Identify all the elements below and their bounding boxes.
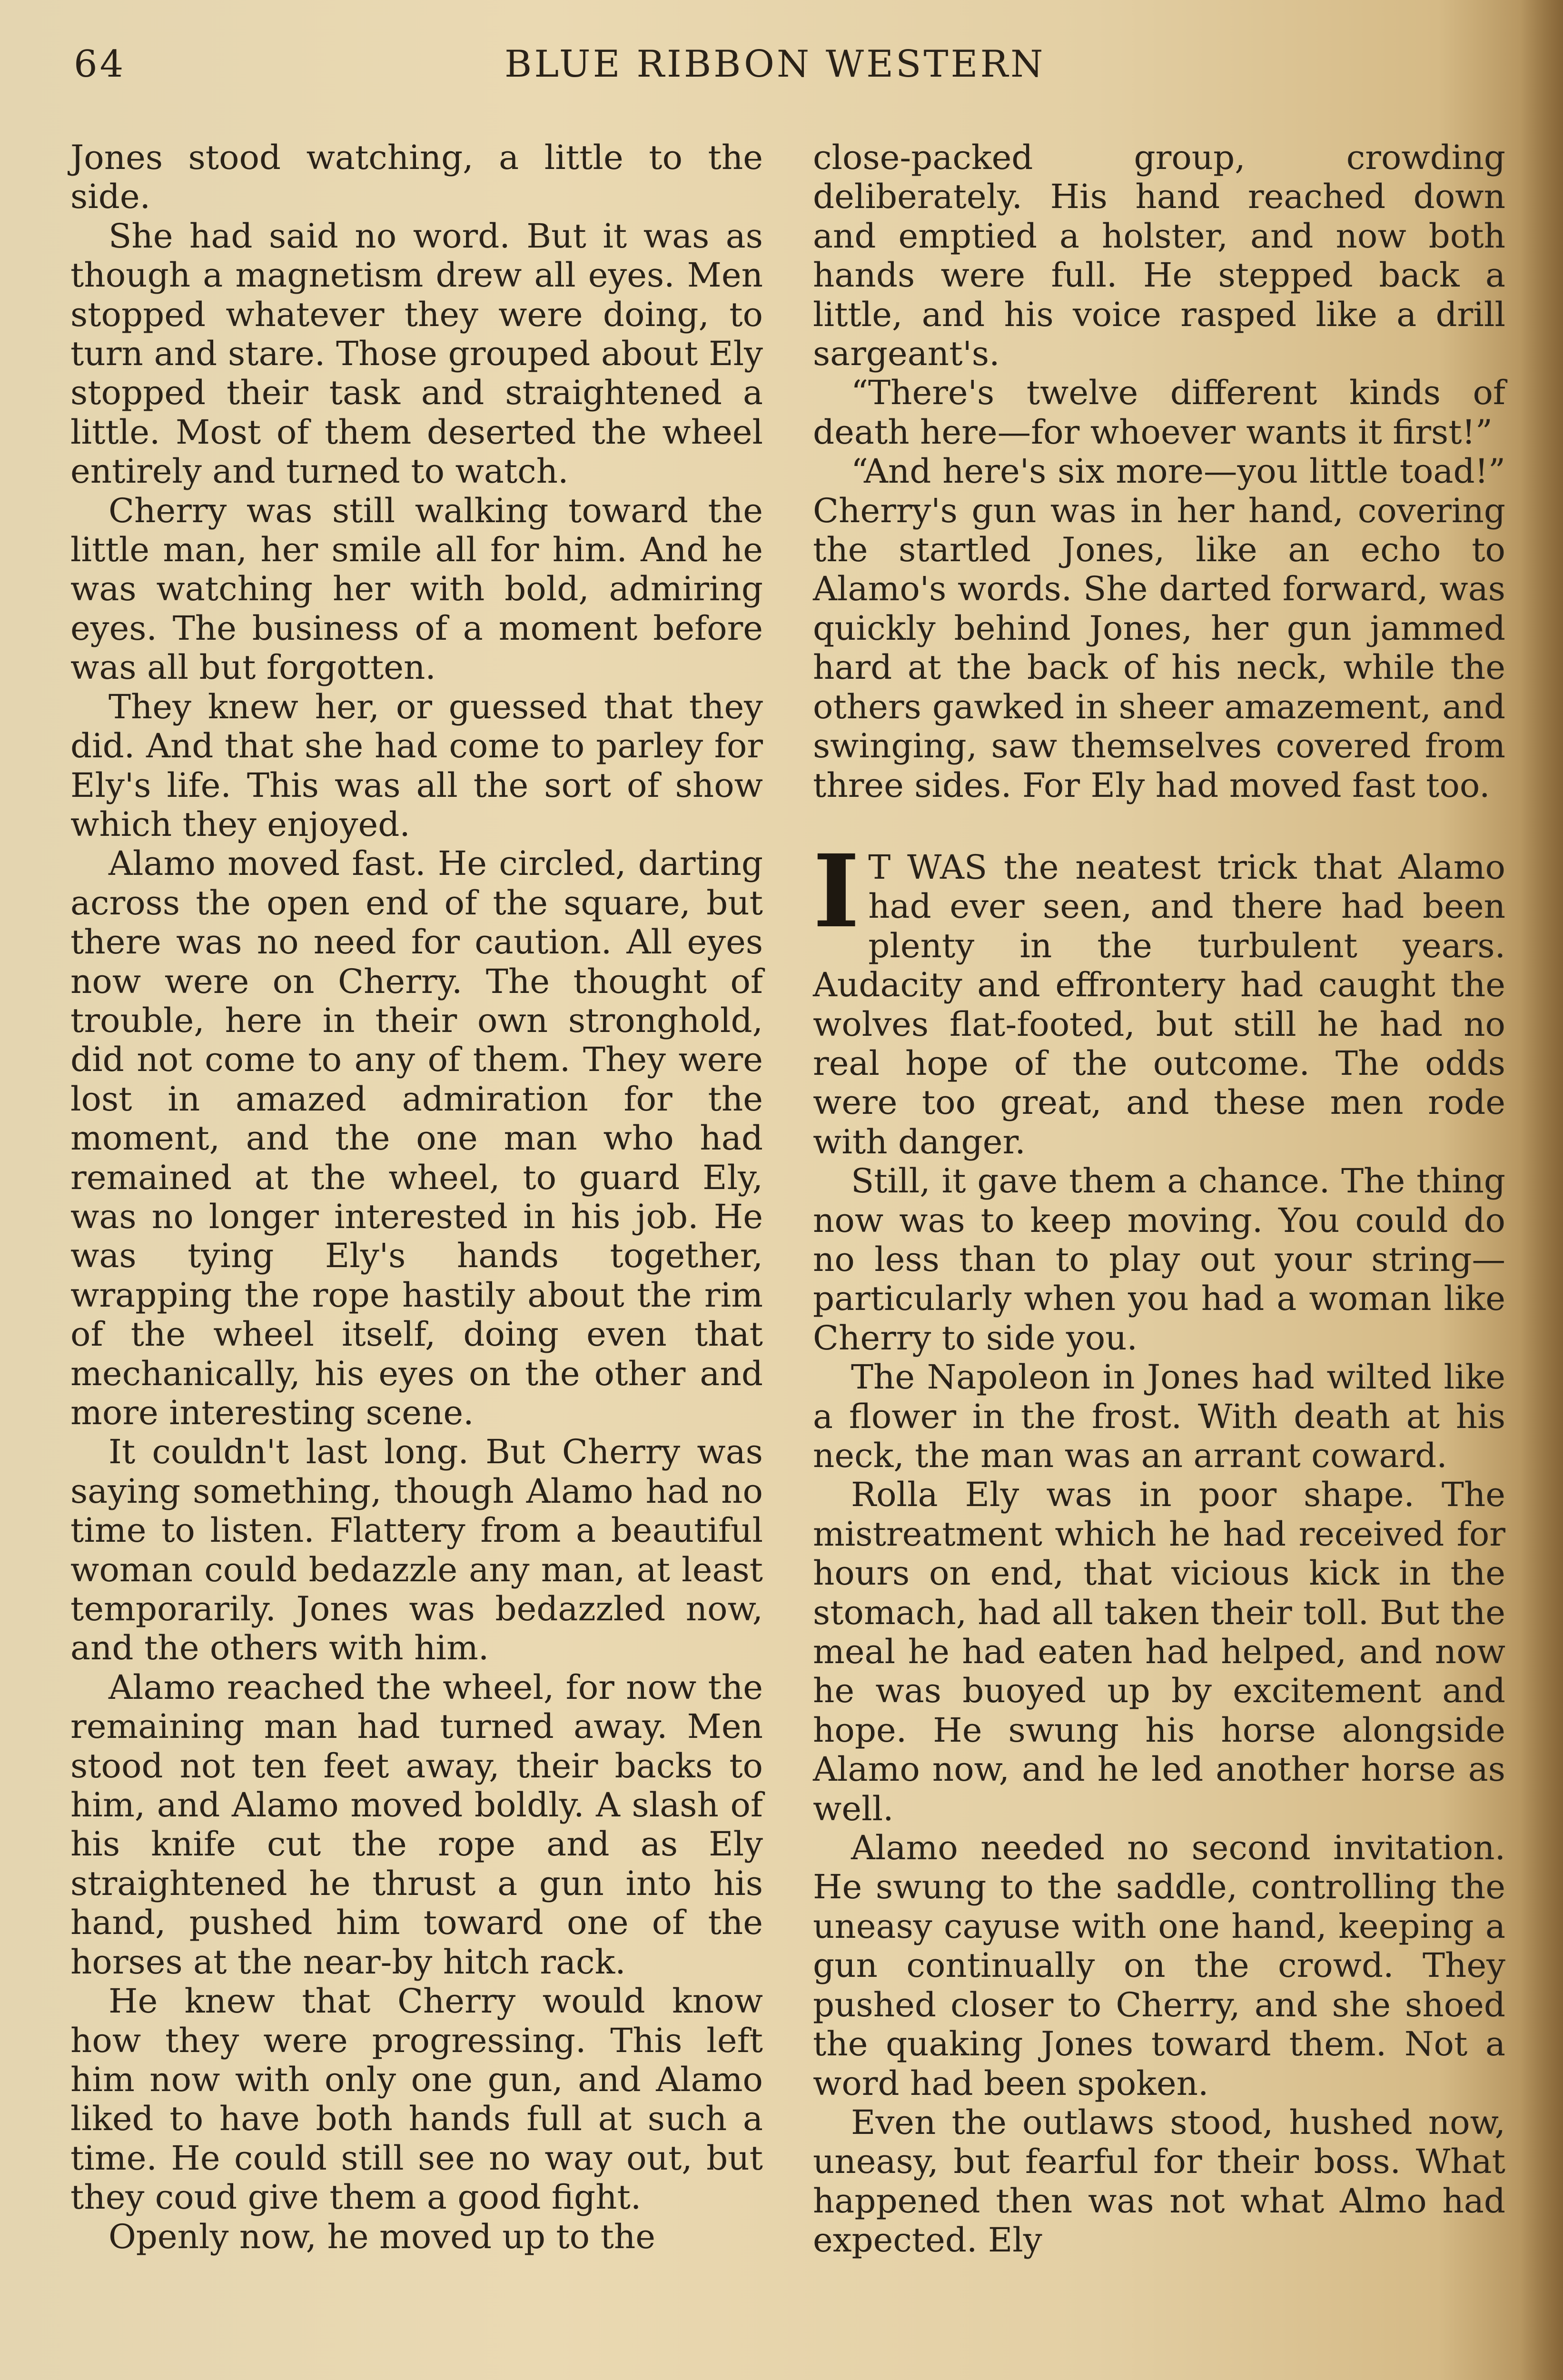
paragraph: It couldn't last long. But Cherry was saying something, though Alamo had no time to listen. Flattery from a beautiful woman could bedazzle any man, at least temporarily. Jones was bedazzled now, and the others with him.: [70, 1432, 763, 1668]
running-title: BLUE RIBBON WESTERN: [505, 43, 1046, 86]
paragraph: Jones stood watching, a little to the side.: [70, 138, 763, 217]
paragraph: “And here's six more—you little toad!” Cherry's gun was in her hand, covering the startled Jones, like an echo to Alamo's words. She darted forward, was quickly behind Jones, her gun jammed hard at the back of his neck, while the others gawked in sheer amazement, and swinging, saw themselves covered from three sides. For Ely had moved fast too.: [813, 452, 1505, 805]
page-header: [74, 43, 1073, 95]
paragraph: They knew her, or guessed that they did. And that she had come to parley for Ely's life. This was all the sort of show which they enjoyed.: [70, 687, 763, 844]
paragraph: Rolla Ely was in poor shape. The mistreatment which he had received for hours on end, that vicious kick in the stomach, had all taken their toll. But the meal he had eaten had helped, and now he was buoyed up by excitement and hope. He swung his horse alongside Alamo now, and he led another horse as well.: [813, 1475, 1505, 1828]
paragraph: The Napoleon in Jones had wilted like a flower in the frost. With death at his neck, the man was an arrant coward.: [813, 1358, 1505, 1475]
paragraph: He knew that Cherry would know how they were progressing. This left him now with only one gun, and Alamo liked to have both hands full at such a time. He could still see no way out, but they coud give them a good fight.: [70, 1982, 763, 2217]
paragraph: Alamo moved fast. He circled, darting across the open end of the square, but there was no need for caution. All eyes now were on Cherry. The thought of trouble, here in their own stronghold, did not come to any of them. They were lost in amazed admiration for the moment, and the one man who had remained at the wheel, to guard Ely, was no longer interested in his job. He was tying Ely's hands together, wrapping the rope hastily about the rim of the wheel itself, doing even that mechanically, his eyes on the other and more interesting scene.: [70, 844, 763, 1432]
paragraph: Cherry was still walking toward the little man, her smile all for him. And he was watching her with bold, admiring eyes. The business of a moment before was all but forgotten.: [70, 491, 763, 687]
page-number: 64: [74, 43, 126, 86]
paragraph: Openly now, he moved up to the: [109, 2217, 655, 2256]
paragraph: “There's twelve different kinds of death here—for whoever wants it first!”: [813, 373, 1505, 452]
right-column: [813, 138, 1505, 2380]
paragraph: close-packed group, crowding deliberately. His hand reached down and emptied a holster, and now both hands were full. He stepped back a little, and his voice rasped like a drill sargeant's.: [813, 138, 1505, 374]
paragraph: Alamo needed no second invitation. He swung to the saddle, controlling the uneasy cayuse with one hand, keeping a gun continually on the crowd. They pushed closer to Cherry, and she shoed the quaking Jones toward them. Not a word had been spoken.: [813, 1828, 1505, 2103]
section-opening-paragraph: [813, 832, 1505, 1161]
section-opening-text: T WAS the neatest trick that Alamo had ever seen, and there had been plenty in the turbulent years. Audacity and effrontery had caught the wolves flat-footed, but still he had no real hope of the outcome. The odds were too great, and these men rode with danger.: [813, 847, 1505, 1161]
paragraph: Even the outlaws stood, hushed now, uneasy, but fearful for their boss. What happened then was not what Almo had expected. Ely: [813, 2102, 1505, 2260]
drop-cap: I: [813, 832, 860, 950]
page-binding-shadow: [1520, 0, 1563, 2380]
paragraph: Still, it gave them a chance. The thing now was to keep moving. You could do no less than to play out your string—particularly when you had a woman like Cherry to side you.: [813, 1161, 1505, 1358]
paragraph: She had said no word. But it was as though a magnetism drew all eyes. Men stopped whatever they were doing, to turn and stare. Those grouped about Ely stopped their task and straightened a little. Most of them deserted the wheel entirely and turned to watch.: [70, 216, 763, 491]
left-column: [70, 138, 763, 2380]
paragraph: Alamo reached the wheel, for now the remaining man had turned away. Men stood not ten feet away, their backs to him, and Alamo moved boldly. A slash of his knife cut the rope and as Ely straightened he thrust a gun into his hand, pushed him toward one of the horses at the near-by hitch rack.: [70, 1667, 763, 1982]
